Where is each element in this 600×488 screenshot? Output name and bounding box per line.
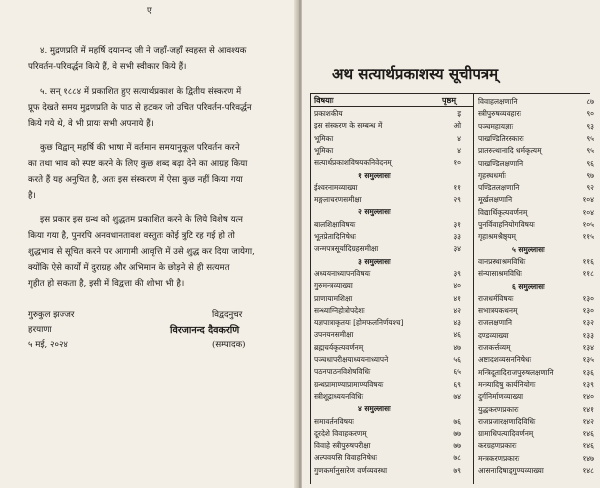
toc-col2-entry-label: विद्यार्थिकृत्यवर्णनम्: [478, 207, 528, 217]
toc-col2-entry-label: आसनादिषाड्गुण्यव्याख्या: [478, 466, 544, 475]
toc-col2-entry-page: ९३: [586, 121, 594, 131]
toc-col1-entry-page: ४: [457, 133, 461, 143]
paragraph-line: गृहीत हो सकता है, इसी में विद्वत्ता की शोभा भी है।: [28, 279, 185, 289]
toc-col1-entry-page: ४: [457, 145, 461, 155]
toc-col1-entry-label: इस संस्करण के सम्बन्ध में: [314, 121, 383, 131]
toc-col2-entry-page: १४७: [582, 453, 594, 463]
toc-col1-entry-page: ७७: [453, 428, 461, 438]
toc-col1-entry-page: ७६: [453, 416, 461, 426]
toc-col2-entry-page: १३०: [582, 293, 594, 303]
toc-col1-entry-label: मङ्गलाचरणसमीक्षा: [314, 195, 362, 205]
toc-col1-entry-page: ११: [453, 182, 461, 192]
toc-col2-entry-page: ११६: [582, 256, 594, 266]
toc-col2-entry-page: ९७: [586, 170, 594, 180]
toc-col1-entry-page: इ: [457, 109, 461, 118]
toc-col2-entry-label: राजप्रजारक्षणादिविधिः: [478, 416, 536, 426]
paragraph-line: का तथा भाव को स्पष्ट करने के लिए कुछ शब्द बढ़ा देने का आग्रह किया: [28, 159, 248, 169]
toc-col2-entry-label: मन्त्रकरणप्रकारः: [478, 453, 520, 463]
paragraph-line: किया गया है, पुनरपि अनवधानतावश वस्तुतः कोई त्रुटि रह गई हो तो: [28, 231, 235, 241]
toc-col2-entry-page: ९२: [586, 183, 594, 193]
toc-col2-entry-page: ९६: [586, 158, 594, 168]
paragraph-line: किये गये थे, वे भी प्रायः सभी अपनाये हैं।: [28, 119, 154, 129]
toc-col1-entry-label: ईश्वरनामव्याख्या: [314, 182, 358, 192]
toc-col1-entry-page: ७९: [453, 465, 461, 475]
right-page: [302, 0, 600, 488]
signature-place: गुरुकुल झज्जर: [28, 310, 75, 320]
toc-header-subject: विषयाः: [314, 95, 334, 105]
toc-col2-entry-page: १४२: [582, 416, 594, 426]
toc-col2-entry-label: मूर्खलक्षणानि: [478, 195, 513, 205]
toc-col1-entry-label: यज्ञपात्राकृतयः [होमफलनिर्णयश्च]: [314, 318, 404, 328]
toc-col2-entry-label: मन्त्र्यादिषु कार्यनियोगः: [478, 379, 536, 389]
toc-col1-entry-page: ४१: [453, 293, 461, 303]
toc-col2-entry-label: गृहस्थधर्माः: [478, 170, 506, 180]
toc-col2-entry-page: १३०: [582, 306, 594, 316]
toc-col1-entry-page: ४७: [453, 342, 461, 352]
toc-col2-entry-label: प्रातरुत्थानादि धर्मकृत्यम्: [478, 146, 542, 156]
toc-col1-entry-label: बालशिक्षाविषयः: [314, 219, 356, 229]
toc-col2-entry-label: मन्त्रिदूतादिराजपुरुषलक्षणानि: [478, 367, 554, 377]
toc-col1-entry-page: २९: [453, 195, 461, 205]
toc-col1-entry-label: अध्ययनाध्यापनविषयः: [314, 268, 371, 278]
toc-col1-entry-page: ५६: [453, 355, 461, 364]
paragraph-line: है।: [28, 191, 36, 201]
toc-col2-entry-page: ९५: [586, 133, 594, 143]
toc-col1-entry-label: विवाहे स्त्रीपुरुषपरीक्षा: [314, 441, 371, 451]
toc-col1-entry-page: ४२: [453, 305, 461, 315]
toc-col2-entry-page: १४६: [582, 429, 594, 439]
signature-affiliation: विद्वदनुचर: [212, 310, 243, 320]
toc-col2-entry-page: १३६: [582, 367, 594, 377]
toc-col2-entry-page: ११८: [582, 269, 594, 279]
toc-header-rule: [310, 106, 473, 107]
toc-col2-entry-label: राजलक्षणानि: [478, 318, 513, 328]
toc-col1-entry-page: ४०: [453, 281, 461, 291]
paragraph-line: शुद्धभाव से सूचित करने पर आगामी आवृत्ति में उसे शुद्ध कर दिया जायेगा,: [28, 247, 255, 257]
paragraph-line: परिवर्तन-परिवर्द्धन किये हैं, वे सभी स्वीकार किये हैं।: [28, 62, 187, 72]
toc-col1-entry-label: उपनयनसमीक्षा: [314, 330, 354, 340]
signature-name: विरजानन्द दैवकरणि: [170, 325, 240, 336]
toc-col1-entry-label: गुणकर्मानुसारेण वर्णव्यवस्था: [314, 465, 387, 475]
toc-col1-section-heading: २ समुल्लासः: [358, 207, 391, 217]
toc-col2-entry-page: ११५: [582, 232, 594, 242]
toc-col2-entry-label: पण्डितलक्षणानि: [478, 183, 520, 193]
toc-left-border: [310, 93, 311, 484]
toc-col2-entry-label: अष्टादशव्यसननिषेधः: [478, 355, 532, 365]
toc-col1-entry-label: भूमिका: [314, 133, 334, 143]
toc-col2-entry-page: १३४: [582, 343, 594, 352]
signature-date: ५ मई, २०२४: [28, 340, 68, 350]
paragraph-line: क्योंकि ऐसे कार्यों में दुराग्रह और अभिमान के छोड़ने से ही सत्यमत: [28, 263, 230, 273]
toc-column-divider: [473, 93, 474, 484]
toc-col1-entry-label: पठनपाठनविशेषविधिः: [314, 367, 371, 377]
toc-col2-entry-label: दुर्गनिर्माणव्याख्या: [478, 392, 524, 402]
toc-col2-entry-label: विवाहलक्षणानि: [478, 97, 518, 106]
toc-col1-section-heading: ३ समुल्लासः: [358, 256, 391, 266]
paragraph-line: प्रूफ देखते समय मुद्रणप्रति के पाठ से हटकर जो उचित परिवर्तन-परिवर्द्धन: [28, 103, 252, 113]
toc-col1-entry-label: भूमिका: [314, 145, 334, 155]
toc-col1-entry-page: ३१: [453, 219, 461, 229]
paragraph-line: कुछ विद्वान् महर्षि की भाषा में वर्तमान समयानुकूल परिवर्तन करने: [40, 143, 240, 153]
signature-role: (सम्पादक): [212, 340, 246, 350]
toc-col2-entry-page: ८७: [586, 97, 594, 106]
paragraph-line: इस प्रकार इस ग्रन्थ को शुद्धतम प्रकाशित करने के लिये विशेष यत्न: [40, 215, 243, 225]
toc-col1-entry-page: ३९: [453, 268, 461, 278]
paragraph-line: करते हैं यह अनुचित है, अतः इस संस्करण में ऐसा कुछ नहीं किया गया: [28, 175, 243, 185]
toc-col2-entry-page: ९५: [586, 146, 594, 156]
toc-col2-entry-label: संन्यासाश्रमविधिः: [478, 269, 522, 279]
toc-col2-entry-label: दण्डव्याख्या: [478, 330, 509, 340]
toc-col2-entry-page: १०५: [582, 220, 594, 229]
toc-col1-entry-page: ४६: [453, 330, 461, 340]
toc-col2-entry-label: पुनर्विवाहनियोगविषयः: [478, 220, 535, 229]
toc-col1-section-heading: ४ समुल्लासः: [358, 404, 391, 414]
page-mark: ए: [147, 6, 152, 16]
toc-col2-entry-label: पाखण्डिलक्षणानि: [478, 158, 524, 168]
toc-col1-entry-page: ओ: [453, 121, 461, 131]
toc-col2-entry-label: पाखण्डितिरस्कारः: [478, 133, 524, 143]
toc-col2-entry-label: वानप्रस्थाश्रमविधिः: [478, 256, 526, 266]
toc-col1-entry-page: ६५: [453, 367, 461, 377]
toc-col2-entry-page: १३३: [582, 330, 594, 340]
toc-col1-entry-page: ३३: [453, 232, 461, 241]
toc-col1-entry-page: ६९: [453, 379, 461, 389]
toc-col1-entry-page: ४३: [453, 318, 461, 328]
toc-col2-entry-label: स्त्रीपुरुषव्यवहारः: [478, 109, 522, 119]
toc-col1-entry-label: ब्रह्मचर्यकृत्यवर्णनम्: [314, 342, 364, 352]
toc-col1-entry-label: स्त्रीशूद्राध्ययनविधिः: [314, 391, 364, 401]
toc-col1-entry-label: समावर्तनविषयः: [314, 416, 354, 426]
toc-col1-section-heading: १ समुल्लासः: [358, 170, 391, 180]
toc-col2-entry-page: १३५: [582, 355, 594, 365]
toc-col1-entry-label: पञ्चधापरीक्षयाध्ययनाध्यापने: [314, 355, 389, 364]
toc-col2-entry-label: ग्रामाधिपत्यादिवर्णनम्: [478, 429, 534, 439]
paragraph-line: ४. मुद्रणप्रति में महर्षि दयानन्द जी ने जहाँ-जहाँ स्वहस्त से आवश्यक: [40, 46, 247, 56]
toc-col2-entry-page: १३९: [582, 379, 594, 389]
page-title: अथ सत्यार्थप्रकाशस्य सूचीपत्रम्: [332, 65, 499, 83]
toc-col2-entry-label: राजकर्त्तव्यम्: [478, 343, 511, 352]
signature-state: हरयाणा: [28, 325, 52, 335]
toc-col1-entry-label: भूतप्रेतादिनिषेधः: [314, 232, 356, 241]
toc-col1-entry-label: सत्यार्थप्रकाशविषयकनिवेदनम्: [314, 158, 392, 168]
toc-col2-section-heading: ६ समुल्लासः: [512, 281, 545, 291]
toc-col2-entry-page: १३२: [582, 318, 594, 328]
toc-col2-entry-label: सभात्रयकथनम्: [478, 306, 518, 316]
toc-col1-entry-label: सन्ध्याग्निहोत्रोपदेशः: [314, 305, 365, 315]
toc-col1-entry-page: ७७: [453, 441, 461, 451]
toc-col2-entry-page: १०४: [582, 195, 594, 205]
toc-col1-entry-label: प्रकाशकीय: [314, 109, 343, 118]
toc-col2-entry-page: १४०: [582, 392, 594, 402]
toc-header-page: पृष्ठम्: [442, 95, 457, 105]
toc-col2-entry-page: १४८: [582, 466, 594, 475]
toc-col1-entry-page: ७८: [453, 453, 461, 463]
paragraph-line: ५. सन् १८८४ में प्रकाशित हुए सत्यार्थप्रकाश के द्वितीय संस्करण में: [40, 87, 242, 97]
toc-col2-entry-page: १०४: [582, 207, 594, 217]
toc-col1-entry-label: प्राणायामशिक्षा: [314, 293, 353, 303]
toc-col2-entry-label: गृहाश्रमश्रैष्ठ्यम्: [478, 232, 516, 242]
toc-col1-entry-label: दूरदेशे विवाहकरणम्: [314, 428, 367, 438]
toc-col2-entry-label: करग्रहणप्रकारः: [478, 441, 517, 451]
toc-col2-section-heading: ५ समुल्लासः: [512, 244, 545, 254]
toc-col2-entry-page: १४६: [582, 441, 594, 451]
toc-col2-entry-label: युद्धकरणप्रकारः: [478, 404, 519, 414]
toc-col1-entry-page: ७४: [453, 391, 461, 401]
toc-col1-entry-label: ग्रन्थप्रामाण्याप्रामाण्यविषयः: [314, 379, 384, 389]
toc-col2-entry-label: राजधर्मविषयः: [478, 293, 514, 303]
toc-col1-entry-page: १०: [453, 158, 461, 168]
toc-col1-entry-label: जन्मपत्रसूर्यादिग्रहसमीक्षा: [314, 244, 379, 254]
toc-col1-entry-page: ३४: [453, 244, 461, 254]
toc-col2-entry-label: पञ्चमहायज्ञाः: [478, 121, 514, 131]
toc-col1-entry-label: अल्पवयसि विवाहनिषेधः: [314, 453, 377, 463]
toc-col1-entry-label: गुरुमन्त्रव्याख्या: [314, 281, 353, 291]
toc-col2-entry-page: १४१: [582, 404, 594, 414]
toc-top-rule: [310, 93, 590, 94]
toc-col2-entry-page: ९०: [586, 109, 594, 119]
